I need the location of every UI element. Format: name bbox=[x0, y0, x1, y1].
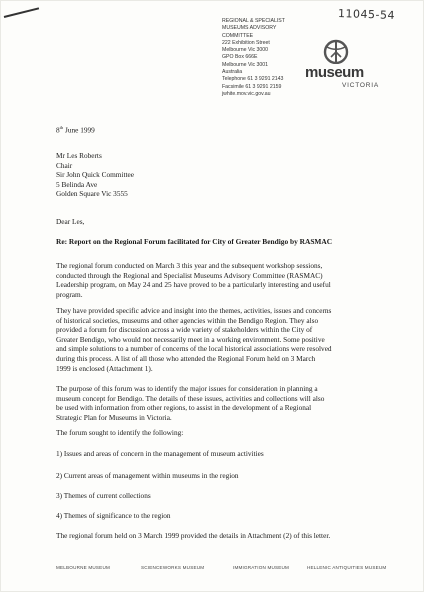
museum-logo-icon bbox=[322, 38, 350, 64]
text-line: be used with information from other regions, to assist in the development of a Regional bbox=[56, 403, 312, 413]
letterhead-line: GPO Box 666E bbox=[222, 54, 258, 61]
date-day: 8 bbox=[56, 125, 60, 135]
logo-wordmark: museum bbox=[305, 64, 364, 81]
text-line: Leadership program, on May 24 and 25 have proved to be a particularly interesting and useful bbox=[56, 280, 331, 290]
text-line: provided a forum for discussion across a wide variety of stakeholders within the City of bbox=[56, 325, 313, 335]
letterhead-line: Telephone 61 3 9291 2143 bbox=[222, 76, 284, 83]
text-line: conducted through the Regional and Specialist Museums Advisory Committee (RASMAC) bbox=[56, 270, 323, 280]
text-line: Strategic Plan for Museums in Victoria. bbox=[56, 412, 172, 422]
text-line: They have provided specific advice and insight into the themes, activities, issues and concerns bbox=[56, 306, 332, 315]
salutation: Dear Les, bbox=[56, 217, 85, 226]
paragraph bbox=[56, 384, 406, 422]
letterhead-line: REGIONAL & SPECIALIST bbox=[222, 18, 285, 24]
list-item: 3) Themes of current collections bbox=[56, 491, 151, 500]
museum-victoria-logo bbox=[303, 38, 383, 88]
letterhead-line: Melbourne Vic 3001 bbox=[222, 61, 269, 68]
address-line: Chair bbox=[56, 160, 73, 170]
text-line: 1999 is enclosed (Attachment 1). bbox=[56, 363, 153, 373]
list-item: 1) Issues and areas of concern in the management of museum activities bbox=[56, 449, 264, 458]
letterhead-line: Melbourne Vic 3000 bbox=[222, 47, 269, 54]
letterhead-line: 222 Exhibition Street bbox=[222, 39, 270, 46]
text-line: museum concept for Bendigo. The details of these issues, activities and collections will also bbox=[56, 393, 325, 403]
logo-subtitle: VICTORIA bbox=[342, 82, 379, 89]
text-line: The regional forum held on 3 March 1999 provided the details in Attachment (2) of this letter. bbox=[56, 531, 331, 540]
list-item: 2) Current areas of management within museums in the region bbox=[56, 471, 239, 480]
text-line: Greater Bendigo, who would not necessarily meet in a working environment. Some positive bbox=[56, 334, 325, 344]
letterhead-line: Australia bbox=[222, 69, 243, 76]
text-line: and simple solutions to a number of concerns of the local historical associations were resolved bbox=[56, 344, 332, 354]
letterhead-line: MUSEUMS ADVISORY bbox=[222, 25, 277, 32]
text-line: of historical societies, museums and other agencies within the Bendigo Region. They also bbox=[56, 315, 319, 325]
recipient-address bbox=[56, 151, 134, 199]
address-line: Golden Square Vic 3555 bbox=[56, 189, 128, 199]
date-rest: June 1999 bbox=[63, 125, 95, 135]
paragraph bbox=[56, 261, 406, 299]
letterhead-line: COMMITTEE bbox=[222, 32, 254, 39]
letterhead-line: jwhite.mov.vic.gov.au bbox=[222, 90, 271, 97]
footer-museum: IMMIGRATION MUSEUM bbox=[233, 565, 290, 570]
address-line: 5 Belinda Ave bbox=[56, 179, 98, 189]
address-line: Mr Les Roberts bbox=[56, 151, 102, 160]
date-suffix: th bbox=[59, 125, 64, 130]
text-line: during this process. A list of all those who attended the Regional Forum held on 3 March bbox=[56, 353, 316, 363]
text-line: The purpose of this forum was to identify the major issues for consideration in planning a bbox=[56, 384, 318, 393]
letter-date bbox=[56, 125, 95, 134]
list-item: 4) Themes of significance to the region bbox=[56, 511, 171, 520]
footer-museum: SCIENCEWORKS MUSEUM bbox=[141, 565, 205, 570]
paragraph bbox=[56, 306, 406, 373]
address-line: Sir John Quick Committee bbox=[56, 170, 135, 180]
pen-mark bbox=[4, 7, 39, 18]
text-line: The forum sought to identify the following: bbox=[56, 428, 184, 437]
subject-line: Re: Report on the Regional Forum facilitated for City of Greater Bendigo by RASMAC bbox=[56, 237, 333, 246]
footer-museum: MELBOURNE MUSEUM bbox=[56, 565, 110, 570]
text-line: program. bbox=[56, 289, 83, 299]
handwritten-reference: 11045-54 bbox=[337, 7, 396, 22]
text-line: The regional forum conducted on March 3 this year and the subsequent workshop sessions, bbox=[56, 261, 323, 270]
footer-museum: HELLENIC ANTIQUITIES MUSEUM bbox=[307, 565, 387, 570]
closing-paragraph bbox=[56, 531, 406, 541]
paragraph bbox=[56, 428, 406, 438]
letterhead-line: Facsimile 61 3 9291 2159 bbox=[222, 83, 282, 90]
